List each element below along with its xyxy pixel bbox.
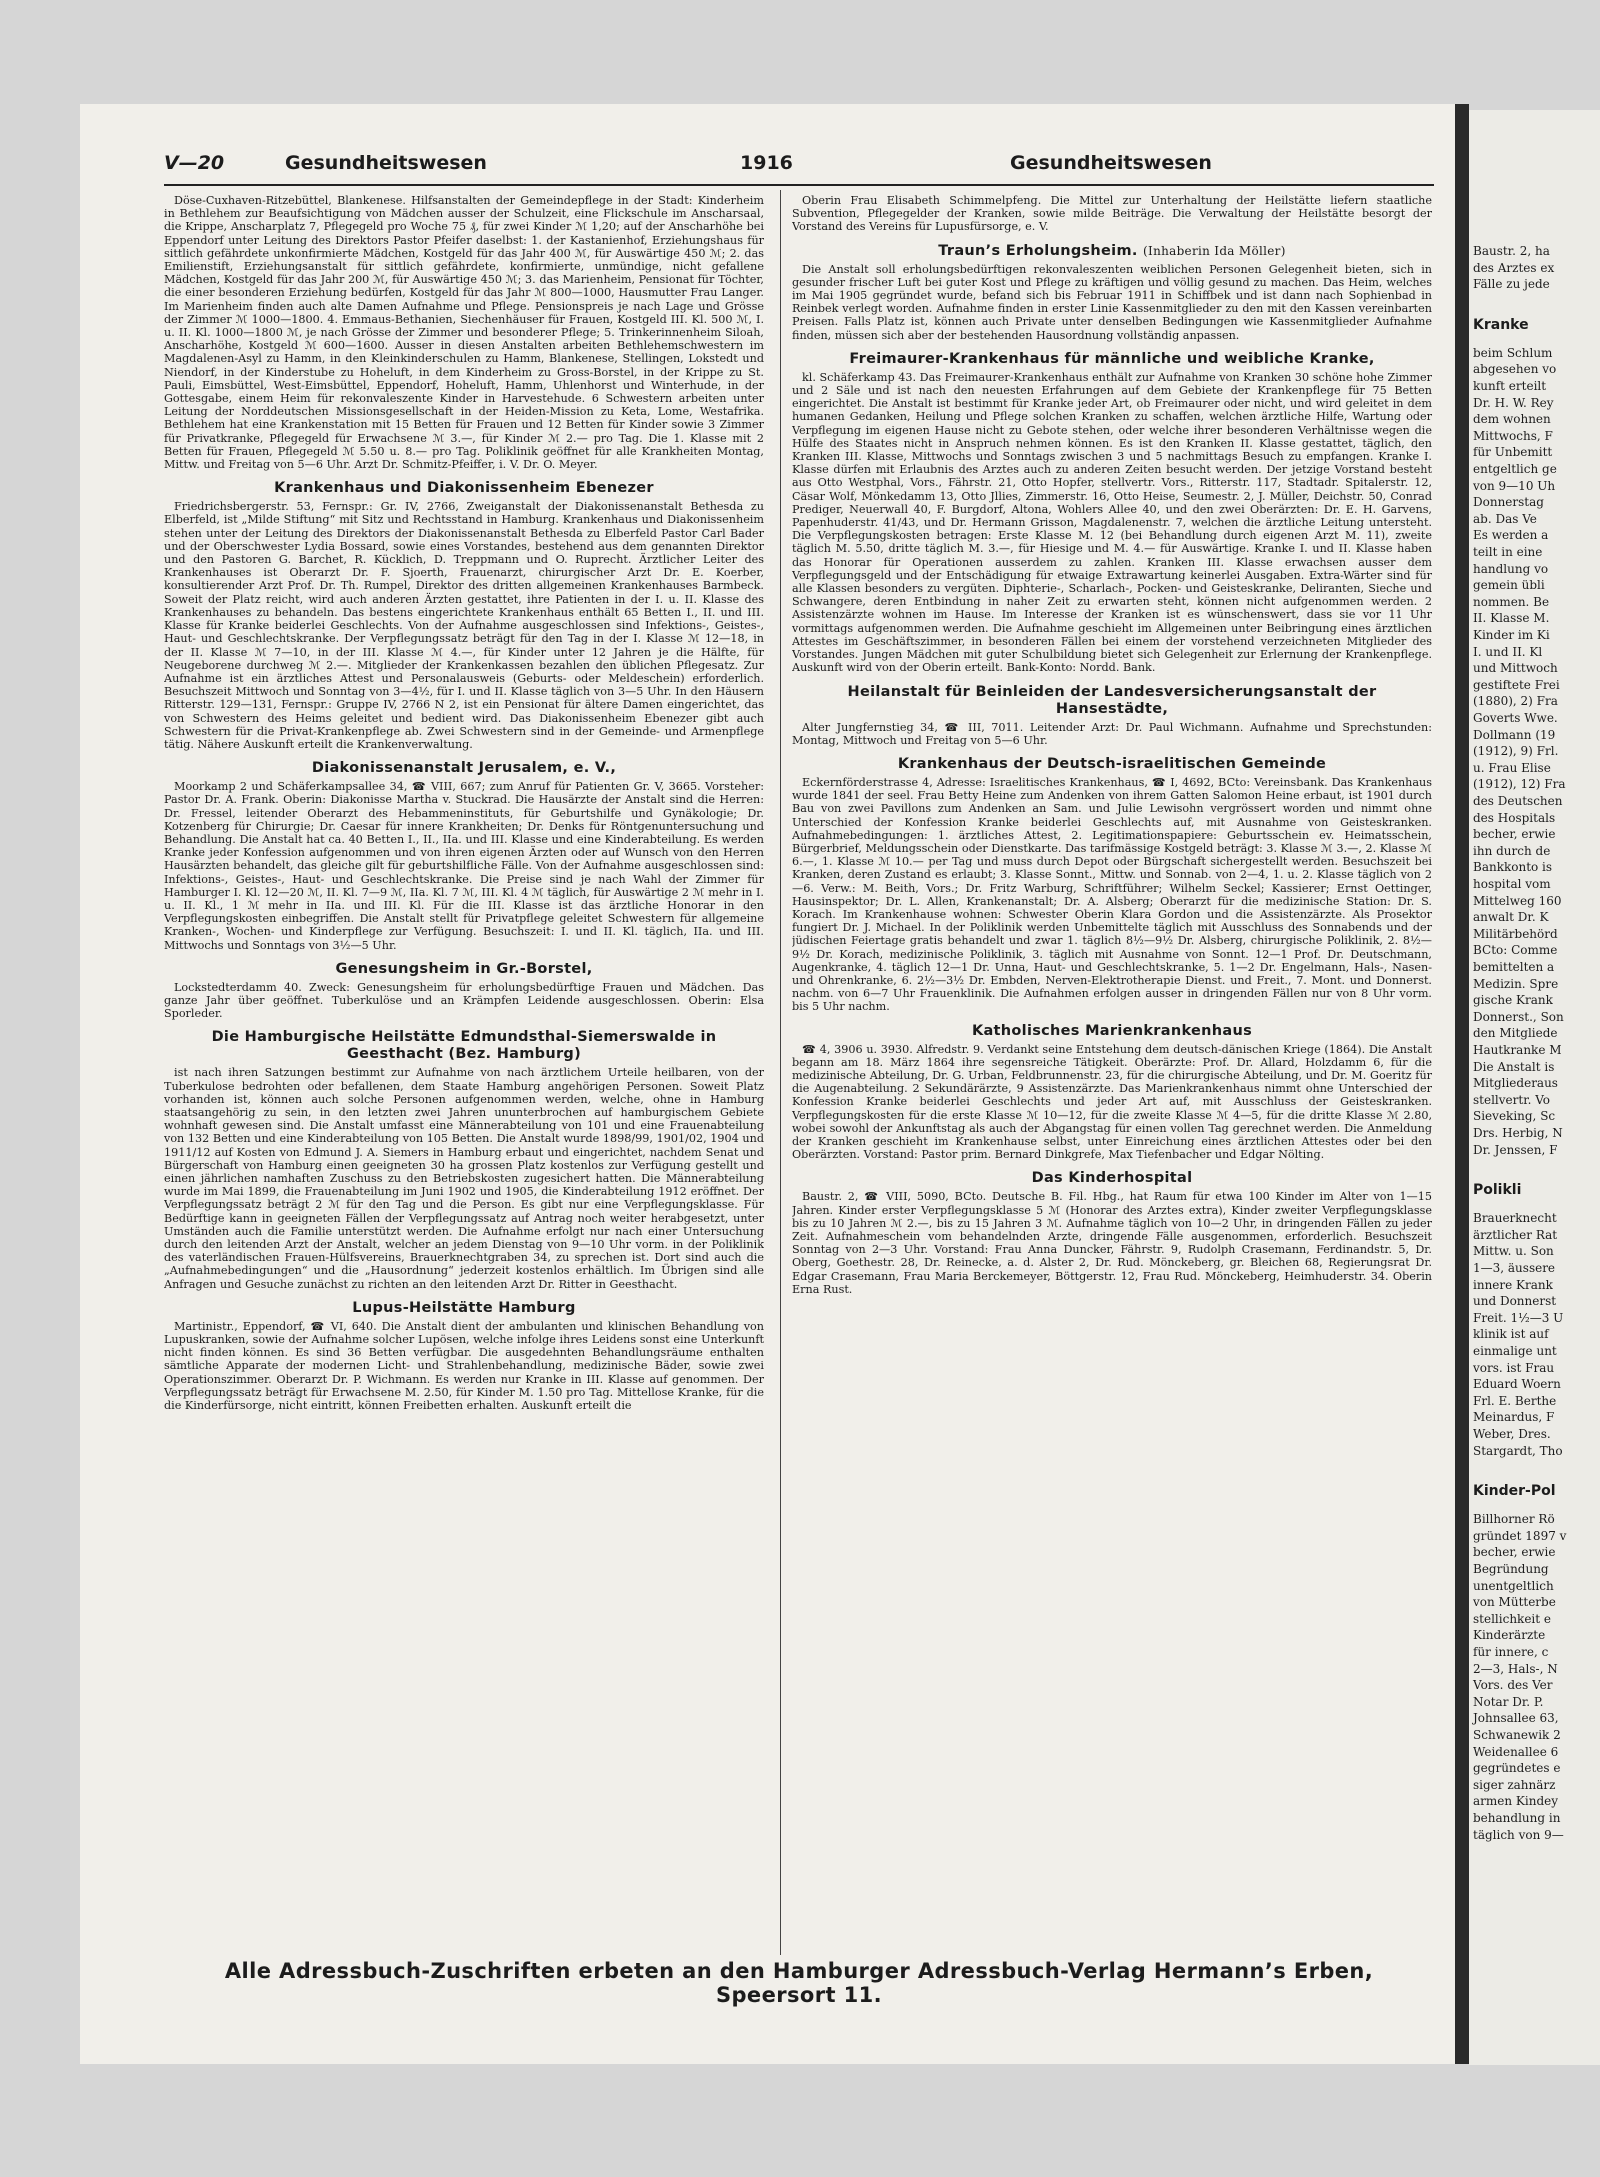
next-page-edge bbox=[1469, 110, 1600, 2065]
section-body: ☎ 4, 3906 u. 3930. Alfredstr. 9. Verdankt seine Entstehung dem deutsch-dänischen Kriege (1864). Die Anstalt begann am 18. März 1864 ihre segensreiche Tätigkeit. Oberärzte: Prof. Dr. Allard, Holzdamm 6, für die medizinische Abteilung, Dr. G. Urban, Feldbrunnenstr. 23, für die chirurgische Abteilung, und Dr. M. Goeritz für die Augenabteilung. 2 Sekundärärzte, 9 Assistenzärzte. Das Marienkrankenhaus nimmt ohne Unterschied der Konfession Kranke beiderlei Geschlechts und jeder Art auf, mit Ausschluss der Geisteskranken. Verpflegungskosten für die erste Klasse ℳ 10—12, für die zweite Klasse ℳ 4—5, für die dritte Klasse ℳ 2.80, wobei sowohl der Ankunftstag als auch der Abgangstag für einen vollen Tag gerechnet werden. Die Anmeldung der Kranken geschieht im Krankenhause selbst, unter Einreichung eines ärztlichen Attestes oder bei den Oberärzten. Vorstand: Pastor prim. Bernard Dinkgrefe, Max Tiefenbacher und Edgar Nölting. bbox=[792, 1042, 1432, 1162]
next-page-fragment: Polikli bbox=[1473, 1182, 1522, 1199]
next-page-fragment: ihn durch de bbox=[1473, 843, 1551, 858]
section-heading: Diakonissenanstalt Jerusalem, e. V., bbox=[311, 760, 617, 777]
next-page-fragment: Fälle zu jede bbox=[1473, 277, 1550, 292]
section-heading: Heilanstalt für Beinleiden der Landesversicherungsanstalt der Hansestädte, bbox=[847, 683, 1377, 717]
section-title-right: Gesundheitswesen bbox=[1010, 152, 1212, 174]
next-page-fragment: becher, erwie bbox=[1473, 827, 1556, 842]
next-page-fragment: Donnerst., Son bbox=[1473, 1009, 1564, 1024]
section-body: Eckernförderstrasse 4, Adresse: Israelitisches Krankenhaus, ☎ I, 4692, BCto: Vereinsbank. Das Krankenhaus wurde 1841 der seel. Frau Betty Heine zum Andenken von ihrem Gatten Salomon Heine erbaut, ist 1901 durch Bau von zwei Pavillons zum Andenken an Sam. und Julie Lewisohn vergrössert worden und nimmt ohne Unterschied der Konfession Kranke beiderlei Geschlechts auf, mit Ausnahme von Geisteskranken. Aufnahmebedingungen: 1. ärztliches Attest, 2. Legitimationspapiere: Geburtsschein ev. Heimatsschein, Bürgerbrief, Meldungsschein oder Dienstkarte. Das tarifmässige Kostgeld beträgt: 3. Klasse ℳ 3.—, 2. Klasse ℳ 6.—, 1. Klasse ℳ 10.— per Tag und muss durch Depot oder Bürgschaft sichergestellt werden. Besuchszeit bei Kranken, deren Zustand es erlaubt; 3. Klasse Sonnt., Mittw. und Sonnab. von 2—4, 1. u. 2. Klasse täglich von 2—6. Verw.: M. Beith, Vors.; Dr. Fritz Warburg, Schriftführer; Wilhelm Seckel; Kassierer; Ernst Oettinger, Hausinspektor; Dr. L. Allen, Krankenanstalt; Dr. A. Alsberg; Oberarzt für die medizinische Station: Dr. S. Korach. Im Krankenhause wohnen: Schwester Oberin Klara Gordon und die Assistenzärzte. Als Prosektor fungiert Dr. J. Michael. In der Poliklinik werden Unbemittelte täglich mit Ausschluss des Sonnabends und der jüdischen Feiertage gratis behandelt und zwar 1. täglich 8½—9½ Dr. Alsberg, chirurgische Poliklinik, 2. 8½—9½ Dr. Korach, medizinische Poliklinik, 3. täglich mit Ausnahme von Sonnt. 12—1 Prof. Dr. Deutschmann, Augenkranke, 4. täglich 12—1 Dr. Unna, Haut- und Geschlechtskranke, 5. 1—2 Dr. Engelmann, Hals-, Nasen- und Ohrenkranke, 6. 2½—3½ Dr. Embden, Nerven-Elektrotherapie Dienst. und Freit., 7. Mont. und Donnerst. nachm. von 6—7 Uhr Frauenklinik. Die Aufnahmen erfolgen ausser in dringenden Fällen nur von 8 Uhr vorm. bis 5 Uhr nachm. bbox=[792, 775, 1432, 1014]
section-body: Friedrichsbergerstr. 53, Fernspr.: Gr. IV, 2766, Zweiganstalt der Diakonissenanstalt Bethesda zu Elberfeld, ist „Milde Stiftung“ mit Sitz und Rechtsstand in Hamburg. Krankenhaus und Diakonissenheim stehen unter der Leitung des Direktors der Diakonissenanstalt Bethesda zu Elberfeld Pastor Carl Bader und der Oberschwester Lydia Bossard, sowie eines Vorstandes, bestehend aus dem genannten Direktor und den Pastoren G. Barchet, R. Kücklich, D. Treppmann und O. Ruprecht. Ärztlicher Leiter des Krankenhauses ist Oberarzt Dr. F. Sjoerth, Frauenarzt, chirurgischer Arzt Dr. E. Koerber, konsultierender Arzt Prof. Dr. Th. Rumpel, Direktor des dritten allgemeinen Krankenhauses Barmbeck. Soweit der Platz reicht, wird auch anderen Ärzten gestattet, ihre Patienten in der I. u. II. Klasse des Krankenhauses zu behandeln. Das bestens eingerichtete Krankenhaus enthält 65 Betten I., II. und III. Klasse für Kranke beiderlei Geschlechts. Von der Aufnahme ausgeschlossen sind Infektions-, Geistes-, Haut- und Geschlechtskranke. Der Verpflegungssatz beträgt für den Tag in der I. Klasse ℳ 12—18, in der II. Klasse ℳ 7—10, in der III. Klasse ℳ 4.—, für Kinder unter 12 Jahren je die Hälfte, für Neugeborene durchweg ℳ 2.—. Mitglieder der Krankenkassen bezahlen den üblichen Pflegesatz. Zur Aufnahme ist ein ärztliches Attest und Personalausweis (Geburts- oder Meldeschein) erforderlich. Besuchszeit Mittwoch und Sonntag von 3—4½, für I. und II. Klasse täglich von 3—5 Uhr. In den Häusern Ritterstr. 129—131, Fernspr.: Gruppe IV, 2766 N 2, ist ein Pensionat für ältere Damen eingerichtet, das von Schwestern des Heims geleitet und bedient wird. Das Diakonissenheim Ebenezer gibt auch Schwestern für die Privat-Krankenpflege ab. Zwei Schwestern sind in der Gemeinde- und Armenpflege tätig. Nähere Auskunft erteilt die Krankenverwaltung. bbox=[164, 500, 764, 751]
next-page-fragment: Johnsallee 63, bbox=[1473, 1711, 1559, 1726]
next-page-fragment: Mitgliederaus bbox=[1473, 1076, 1558, 1091]
section-body: ist nach ihren Satzungen bestimmt zur Aufnahme von nach ärztlichem Urteile heilbaren, von der Tuberkulose bedrohten oder befallenen, dem Staate Hamburg angehörigen Personen. Soweit Platz vorhanden ist, können auch solche Personen aufgenommen werden, welche, ohne in Hamburg staatsangehörig zu sein, in den letzten zwei Jahren ununterbrochen auf hamburgischem Gebiete wohnhaft gewesen sind. Die Anstalt umfasst eine Männerabteilung von 101 und eine Frauenabteilung von 132 Betten und eine Kinderabteilung von 105 Betten. Die Anstalt wurde 1898/99, 1901/02, 1904 und 1911/12 auf Kosten von Edmund J. A. Siemers in Hamburg erbaut und eingerichtet, nachdem Senat und Bürgerschaft von Hamburg einen geeigneten 30 ha grossen Platz kostenlos zur Verfügung gestellt und einen jährlichen namhaften Zuschuss zu den Betriebskosten zugesichert hatten. Die Männerabteilung wurde im Mai 1899, die Frauenabteilung im Juni 1902 und 1905, die Kinderabteilung 1912 eröffnet. Der Verpflegungssatz beträgt 2 ℳ für den Tag und die Person. Es gibt nur eine Verpflegungsklasse. Für Bedürftige kann in geeigneten Fällen der Verpflegungssatz auf Antrag noch weiter herabgesetzt, unter Umständen auch die Familie unterstützt werden. Die Aufnahme erfolgt nur nach einer Untersuchung durch den leitenden Arzt der Anstalt, welcher an jedem Dienstag von 9—10 Uhr vorm. in der Poliklinik des vaterländischen Frauen-Hülfsvereins, Brauerknechtgraben 34, zu sprechen ist. Dort sind auch die „Aufnahmebedingungen“ und die „Hausordnung“ jederzeit kostenlos erhältlich. Im Übrigen sind alle Anfragen und Gesuche zunächst zu richten an den leitenden Arzt Dr. Ritter in Geesthacht. bbox=[164, 1066, 764, 1291]
section-title: Traun’s Erholungsheim. bbox=[938, 242, 1138, 259]
next-page-fragment: ärztlicher Rat bbox=[1473, 1227, 1558, 1242]
next-page-fragment: Sieveking, Sc bbox=[1473, 1109, 1556, 1124]
next-page-fragment: Begründung bbox=[1473, 1562, 1549, 1576]
next-page-fragment: Weidenallee 6 bbox=[1473, 1744, 1559, 1759]
next-page-fragment: stellvertr. Vo bbox=[1473, 1092, 1551, 1107]
next-page-fragment: und Mittwoch bbox=[1473, 661, 1558, 676]
next-page-fragment: Baustr. 2, ha bbox=[1473, 244, 1550, 258]
section-title-left: Gesundheitswesen bbox=[285, 152, 487, 174]
next-page-fragment: Notar Dr. P. bbox=[1473, 1694, 1544, 1709]
section-heading: Das Kinderhospital bbox=[1031, 1170, 1193, 1187]
next-page-fragment: für Unbemitt bbox=[1473, 445, 1553, 460]
header-rule bbox=[164, 184, 1434, 186]
next-page-fragment: Kinder im Ki bbox=[1473, 628, 1550, 642]
next-page-fragment: Eduard Woern bbox=[1473, 1377, 1561, 1392]
next-page-fragment: Dr. Jenssen, F bbox=[1473, 1142, 1558, 1157]
next-page-fragment: innere Krank bbox=[1473, 1277, 1553, 1292]
section-heading: Freimaurer-Krankenhaus für männliche und weibliche Kranke, bbox=[849, 350, 1375, 367]
next-page-fragment: gegründetes e bbox=[1473, 1761, 1561, 1776]
next-page-fragment: siger zahnärz bbox=[1473, 1777, 1556, 1792]
next-page-fragment: (1912), 9) Frl. bbox=[1473, 744, 1559, 759]
next-page-fragment: (1880), 2) Fra bbox=[1473, 694, 1558, 709]
next-page-fragment: Weber, Dres. bbox=[1473, 1427, 1551, 1441]
next-page-fragment: Kinder-Pol bbox=[1473, 1483, 1556, 1500]
next-page-fragment: Schwanewik 2 bbox=[1473, 1728, 1561, 1742]
next-page-fragment: teilt in eine bbox=[1473, 545, 1543, 559]
next-page-fragment: Meinardus, F bbox=[1473, 1410, 1555, 1425]
next-page-fragment: Mittw. u. Son bbox=[1473, 1244, 1554, 1259]
next-page-fragment: Brauerknecht bbox=[1473, 1211, 1557, 1226]
next-page-fragment: Dr. H. W. Rey bbox=[1473, 395, 1554, 410]
next-page-fragment: abgesehen vo bbox=[1473, 362, 1557, 377]
next-page-fragment: anwalt Dr. K bbox=[1473, 910, 1549, 925]
next-page-fragment: gründet 1897 v bbox=[1473, 1528, 1567, 1543]
column-divider bbox=[780, 190, 781, 1955]
next-page-fragment: klinik ist auf bbox=[1473, 1327, 1549, 1342]
next-page-fragment: 1—3, äussere bbox=[1473, 1261, 1556, 1275]
next-page-fragment: einmalige unt bbox=[1473, 1344, 1557, 1358]
next-page-fragment: Donnerstag bbox=[1473, 495, 1544, 510]
next-page-fragment: Kinderärzte bbox=[1473, 1628, 1546, 1643]
section-heading: Genesungsheim in Gr.-Borstel, bbox=[335, 960, 593, 977]
next-page-fragment: Drs. Herbig, N bbox=[1473, 1126, 1563, 1140]
section-heading: Katholisches Marienkrankenhaus bbox=[971, 1022, 1253, 1039]
section-body: Lockstedterdamm 40. Zweck: Genesungsheim für erholungsbedürftige Frauen und Mädchen. Das ganze Jahr über geöffnet. Tuberkulöse und an Krämpfen Leidende ausgeschlossen. Oberin: Elsa Sporleder. bbox=[164, 980, 764, 1021]
section-heading: Die Hamburgische Heilstätte Edmundsthal-Siemerswalde in Geesthacht (Bez. Hamburg) bbox=[211, 1029, 717, 1063]
section-body: Alter Jungfernstieg 34, ☎ III, 7011. Leitender Arzt: Dr. Paul Wichmann. Aufnahme und Sprechstunden: Montag, Mittwoch und Freitag von 5—6 Uhr. bbox=[792, 720, 1432, 747]
left-column bbox=[164, 194, 764, 1949]
next-page-fragment: II. Klasse M. bbox=[1473, 611, 1550, 626]
next-page-fragment: Es werden a bbox=[1473, 528, 1549, 543]
left-intro: Döse-Cuxhaven-Ritzebüttel, Blankenese. Hilfsanstalten der Gemeindepflege in der Stadt: Kinderheim in Bethlehem zur Beaufsichtigung von Mädchen ausser der Schulzeit, eine Flickschule im Anscharsaal, die Krippe, Anscharplatz 7, Pflegegeld pro Woche 75 ₰, für zwei Kinder ℳ 1,20; auf der Anscharhöhe bei Eppendorf unter Leitung des Direktors Pastor Pfeifer daselbst: 1. der Kastanienhof, Erziehungshaus für sittlich gefährdete unkonfirmierte Mädchen, Kostgeld für das Jahr 400 ℳ, für Auswärtige 450 ℳ; 2. das Emilienstift, Erziehungsanstalt für sittlich gefährdete, konfirmierte, unmündige, nicht gefallene Mädchen, Kostgeld für das Jahr 200 ℳ, für Auswärtige 450 ℳ; 3. das Marienheim, Pensionat für Töchter, die einer besonderen Erziehung bedürfen, Kostgeld für das Jahr ℳ 800—1000, Hausmutter Frau Langer. Im Marienheim finden auch alte Damen Aufnahme und Pflege. Pensionspreis je nach Lage und Grösse der Zimmer ℳ 1000—1800. 4. Emmaus-Bethanien, Siechenhäuser für Frauen, Kostgeld III. Kl. 500 ℳ, I. u. II. Kl. 1000—1800 ℳ, je nach Grösse der Zimmer und besonderer Pflege; 5. Trinkerinnenheim Siloah, Anscharhöhe, Kostgeld ℳ 600—1600. Ausser in diesen Anstalten arbeiten Bethlehemschwestern im Magdalenen-Asyl zu Hamm, in den Kleinkinderschulen zu Hamm, Blankenese, Stellingen, Lokstedt und Niendorf, in der Kinderstube zu Hoheluft, in dem Kinderheim zu Gross-Borstel, in der Krippe zu St. Pauli, Eimsbüttel, West-Eimsbüttel, Eppendorf, Hoheluft, Hamm, Uhlenhorst und Winterhude, in der Gottesgabe, einem Heim für rekonvaleszente Kinder in Harvestehude. 6 Schwestern arbeiten unter Leitung der Norddeutschen Missionsgesellschaft in der Heiden-Mission zu Keta, Lome, Westafrika. Bethlehem hat eine Krankenstation mit 15 Betten für Frauen und 12 Betten für Kinder sowie 3 Zimmer für Privatkranke, Pflegegeld für Erwachsene ℳ 3.—, für Kinder ℳ 2.— pro Tag. Die 1. Klasse mit 2 Betten für Frauen, Pflegegeld ℳ 5.50 u. 8.— pro Tag. Poliklinik geöffnet für alle Krankheiten Montag, Mittw. und Freitag von 5—6 Uhr. Arzt Dr. Schmitz-Pfeiffer, i. V. Dr. O. Meyer. bbox=[164, 194, 764, 472]
section-body: Moorkamp 2 und Schäferkampsallee 34, ☎ VIII, 667; zum Anruf für Patienten Gr. V, 3665. Vorsteher: Pastor Dr. A. Frank. Oberin: Diakonisse Martha v. Stuckrad. Die Hausärzte der Anstalt sind die Herren: Dr. Fressel, leitender Oberarzt des Hebammeninstituts, für Geburtshilfe und Gynäkologie; Dr. Kotzenberg für Chirurgie; Dr. Caesar für innere Krankheiten; Dr. Denks für Röntgenuntersuchung und Behandlung. Die Anstalt hat ca. 40 Betten I., II., IIa. und III. Klasse und eine Kinderabteilung. Es werden Kranke jeder Konfession aufgenommen und von ihren eigenen Ärzten oder auf Wunsch von den Herren Hausärzten behandelt, das gleiche gilt für geburtshilfliche Fälle. Von der Aufnahme ausgeschlossen sind: Infektions-, Geistes-, Haut- und Geschlechtskranke. Die Preise sind je nach Wahl der Zimmer für Hamburger I. Kl. 12—20 ℳ, II. Kl. 7—9 ℳ, IIa. Kl. 7 ℳ, III. Kl. 4 ℳ täglich, für Auswärtige 2 ℳ mehr in I. u. II. Kl., 1 ℳ mehr in IIa. und III. Kl. Für die III. Klasse ist das ärztliche Honorar in den Verpflegungskosten einbegriffen. Die Anstalt stellt für Privatpflege geleitet Schwestern für allgemeine Kranken-, Wochen- und Kinderpflege zur Verfügung. Besuchszeit: I. und II. Kl. täglich, IIa. und III. Mittwochs und Sonntags von 3½—5 Uhr. bbox=[164, 780, 764, 952]
next-page-fragment: Die Anstalt is bbox=[1473, 1059, 1555, 1074]
next-page-fragment: handlung vo bbox=[1473, 561, 1549, 576]
next-page-fragment: Mittwochs, F bbox=[1473, 428, 1553, 443]
next-page-fragment: Dollmann (19 bbox=[1473, 727, 1556, 742]
next-page-fragment: stellichkeit e bbox=[1473, 1611, 1551, 1626]
section-heading: Lupus-Heilstätte Hamburg bbox=[352, 1299, 576, 1316]
next-page-fragment: entgeltlich ge bbox=[1473, 462, 1557, 476]
next-page-fragment: ab. Das Ve bbox=[1473, 511, 1537, 526]
next-page-fragment: BCto: Comme bbox=[1473, 943, 1558, 958]
book-gutter bbox=[1455, 104, 1469, 2064]
next-page-fragment: Mittelweg 160 bbox=[1473, 893, 1562, 908]
next-page-fragment: Hautkranke M bbox=[1473, 1043, 1562, 1057]
page-sheet bbox=[80, 104, 1455, 2064]
next-page-fragment: Goverts Wwe. bbox=[1473, 711, 1558, 725]
next-page-fragment: gestiftete Frei bbox=[1473, 677, 1560, 692]
page-id: V—20 bbox=[164, 152, 225, 174]
next-page-fragment: des Hospitals bbox=[1473, 810, 1556, 825]
section-heading: Krankenhaus und Diakonissenheim Ebenezer bbox=[274, 480, 654, 497]
next-page-fragment: Frl. E. Berthe bbox=[1473, 1393, 1557, 1408]
next-page-fragment: beim Schlum bbox=[1473, 345, 1553, 360]
next-page-fragment: Militärbehörd bbox=[1473, 926, 1558, 941]
next-page-fragment: vors. ist Frau bbox=[1473, 1360, 1555, 1375]
next-page-fragment: u. Frau Elise bbox=[1473, 760, 1551, 775]
right-intro: Oberin Frau Elisabeth Schimmelpfeng. Die Mittel zur Unterhaltung der Heilstätte liefern staatliche Subvention, Pflegegelder der Kranken, sowie milde Beiträge. Die Verwaltung der Heilstätte besorgt der Vorstand des Vereins für Lupusfürsorge, e. V. bbox=[792, 194, 1432, 234]
next-page-fragment: Stargardt, Tho bbox=[1473, 1443, 1563, 1458]
next-page-fragment: für innere, c bbox=[1473, 1645, 1549, 1659]
next-page-fragment: den Mitgliede bbox=[1473, 1026, 1558, 1041]
next-page-fragment: (1912), 12) Fra bbox=[1473, 777, 1566, 792]
next-page-fragment: nommen. Be bbox=[1473, 594, 1550, 609]
next-page-fragment: Vors. des Ver bbox=[1473, 1678, 1553, 1693]
next-page-fragment: unentgeltlich bbox=[1473, 1578, 1554, 1593]
next-page-fragment: des Deutschen bbox=[1473, 794, 1563, 808]
next-page-fragment: von Mütterbe bbox=[1473, 1595, 1556, 1610]
next-page-fragment: Freit. 1½—3 U bbox=[1473, 1310, 1564, 1325]
footer-notice: Alle Adressbuch-Zuschriften erbeten an den Hamburger Adressbuch-Verlag Hermann’s Erben, Speersort 11. bbox=[224, 1959, 1374, 2007]
next-page-fragment: Medizin. Spre bbox=[1473, 976, 1559, 991]
next-page-fragment: Bankkonto is bbox=[1473, 860, 1553, 875]
next-page-fragment: gemein übli bbox=[1473, 578, 1545, 593]
section-body: kl. Schäferkamp 43. Das Freimaurer-Krankenhaus enthält zur Aufnahme von Kranken 30 schöne hohe Zimmer und 2 Säle und ist nach den neuesten Erfahrungen auf dem Gebiete der Krankenpflege für 75 Betten eingerichtet. Die Anstalt ist bestimmt für Kranke jeder Art, ob Freimaurer oder nicht, und wird geleitet in dem humanen Gedanken, Heilung und Pflege solchen Kranken zu schaffen, welchen ärztliche Hilfe, Wartung oder Verpflegung im eigenen Hause nicht zu Gebote stehen, oder welche ihrer besonderen Verhältnisse wegen die Hülfe des Staates nicht in Anspruch nehmen können. Es ist den Kranken II. Klasse gestattet, täglich, den Kranken III. Klasse, Mittwochs und Sonntags zwischen 3 und 5 nachmittags Besuch zu empfangen. Kranke I. Klasse dürfen mit Erlaubnis des Arztes auch zu anderen Zeiten besucht werden. Der jetzige Vorstand besteht aus Otto Westphal, Vors., Fährstr. 21, Otto Hopfer, stellvertr. Vors., Ritterstr. 117, Stadtadr. Spitalerstr. 12, Cäsar Wolf, Mönkedamm 13, Otto Jllies, Zimmerstr. 16, Otto Heise, Seumestr. 2, J. Müller, Deichstr. 50, Conrad Prediger, Neuerwall 40, F. Burgdorf, Altona, Wohlers Allee 40, und den zwei Oberärzten: Dr. E. H. Garvens, Papenhuderstr. 41/43, und Dr. Hermann Grisson, Magdalenenstr. 7, welchen die ärztliche Leitung untersteht. Die Verpflegungskosten betragen: Erste Klasse M. 12 (bei Behandlung durch eigenen Arzt M. 11), zweite täglich M. 5.50, dritte täglich M. 3.—, für Hiesige und M. 4.— für Auswärtige. Kranke I. und II. Klasse haben das Honorar für Operationen ausserdem zu zahlen. Kranken III. Klasse erwachsen ausser dem Verpflegungsgeld und der Entschädigung für etwaige Extrawartung keinerlei Ausgaben. Extra-Wärter sind für alle Klassen besonders zu vergüten. Diphterie-, Scharlach-, Pocken- und Geisteskranke, Deliranten, Sieche und Schwangere, deren Entbindung in naher Zeit zu erwarten steht, können nicht aufgenommen werden. 2 Assistenzärzte wohnen im Hause. Im Interesse der Kranken ist es wünschenswert, dass sie vor 11 Uhr vormittags aufgenommen werden. Die Aufnahme geschieht im Allgemeinen unter Beibringung eines ärztlichen Attestes im Geschäftszimmer, in besonderen Fällen bei einem der vorstehend verzeichneten Mitglieder des Vorstandes. Jungen Mädchen mit guter Schulbildung bietet sich Gelegenheit zur Erlernung der Krankenpflege. Auskunft wird von der Oberin erteilt. Bank-Konto: Nordd. Bank. bbox=[792, 370, 1432, 675]
year-label: 1916 bbox=[740, 152, 793, 174]
next-page-fragment: gische Krank bbox=[1473, 993, 1553, 1008]
next-page-fragment: Billhorner Rö bbox=[1473, 1512, 1555, 1527]
section-body: Die Anstalt soll erholungsbedürftigen rekonvaleszenten weiblichen Personen Gelegenheit bieten, sich in gesunder frischer Luft bei guter Kost und Pflege zu kräftigen und völlig gesund zu machen. Das Heim, welches im Mai 1905 gegründet wurde, befand sich bis Februar 1911 in Schiffbek und ist dann nach Sophienbad in Reinbek verlegt worden. Aufnahme finden in erster Linie Kassenmitglieder zu den mit den Kassen vereinbarten Preisen. Falls Platz ist, können auch Private unter denselben Bedingungen wie Kassenmitglieder Aufnahme finden, müssen sich aber der bestehenden Hausordnung vollständig anpassen. bbox=[792, 262, 1432, 342]
next-page-fragment: des Arztes ex bbox=[1473, 260, 1555, 275]
section-body: Martinistr., Eppendorf, ☎ VI, 640. Die Anstalt dient der ambulanten und klinischen Behandlung von Lupuskranken, sowie der Aufnahme solcher Lupösen, welche infolge ihres Leidens sonst eine Unterkunft nicht finden können. Es sind 36 Betten verfügbar. Die ausgedehnten Behandlungsräume enthalten sämtliche Apparate der modernen Licht- und Strahlenbehandlung, medizinische Bäder, sowie zwei Operationszimmer. Oberarzt Dr. P. Wichmann. Es werden nur Kranke in III. Klasse auf genommen. Der Verpflegungssatz beträgt für Erwachsene M. 2.50, für Kinder M. 1.50 pro Tag. Mittellose Kranke, für die die Kinderfürsorge, nicht eintritt, können Freibetten erhalten. Auskunft erteilt die bbox=[164, 1319, 764, 1413]
right-column bbox=[792, 194, 1432, 1949]
page-header bbox=[80, 152, 1455, 182]
next-page-fragment: von 9—10 Uh bbox=[1473, 478, 1556, 493]
next-page-fragment: kunft erteilt bbox=[1473, 379, 1547, 393]
next-page-fragment: hospital vom bbox=[1473, 877, 1551, 891]
next-page-fragment: 2—3, Hals-, N bbox=[1473, 1661, 1558, 1676]
section-title-note: (Inhaberin Ida Möller) bbox=[1143, 243, 1286, 258]
next-page-fragment: Kranke bbox=[1473, 316, 1529, 333]
section-heading: Krankenhaus der Deutsch-israelitischen Gemeinde bbox=[897, 755, 1327, 772]
next-page-fragment: dem wohnen bbox=[1473, 412, 1551, 427]
section-body: Baustr. 2, ☎ VIII, 5090, BCto. Deutsche B. Fil. Hbg., hat Raum für etwa 100 Kinder im Alter von 1—15 Jahren. Kinder erster Verpflegungsklasse 5 ℳ (Honorar des Arztes extra), Kinder zweiter Verpflegungsklasse bis zu 10 Jahren ℳ 2.—, bis zu 15 Jahren 3 ℳ. Aufnahme täglich von 10—2 Uhr, in dringenden Fällen zu jeder Zeit. Aufnahmeschein vom behandelnden Arzte, dringende Fälle ausgenommen, erforderlich. Besuchszeit Sonntag von 2—3 Uhr. Vorstand: Frau Anna Duncker, Fährstr. 9, Rudolph Crasemann, Ferdinandstr. 5, Dr. Oberg, Goethestr. 28, Dr. Reinecke, a. d. Alster 2, Dr. Rud. Mönckeberg, gr. Bleichen 68, Regierungsrat Dr. Edgar Crasemann, Frau Maria Berckemeyer, Böttgerstr. 12, Frau Rud. Mönckeberg, Heimhuderstr. 34. Oberin Erna Rust. bbox=[792, 1190, 1432, 1296]
next-page-fragment: bemittelten a bbox=[1473, 960, 1555, 974]
section-heading bbox=[792, 243, 1432, 260]
next-page-fragment: becher, erwie bbox=[1473, 1545, 1556, 1560]
next-page-fragment: täglich von 9— bbox=[1473, 1827, 1564, 1842]
next-page-fragment: und Donnerst bbox=[1473, 1294, 1557, 1309]
next-page-fragment: I. und II. Kl bbox=[1473, 644, 1543, 659]
next-page-fragment: armen Kindey bbox=[1473, 1794, 1559, 1809]
next-page-fragment: behandlung in bbox=[1473, 1811, 1561, 1825]
